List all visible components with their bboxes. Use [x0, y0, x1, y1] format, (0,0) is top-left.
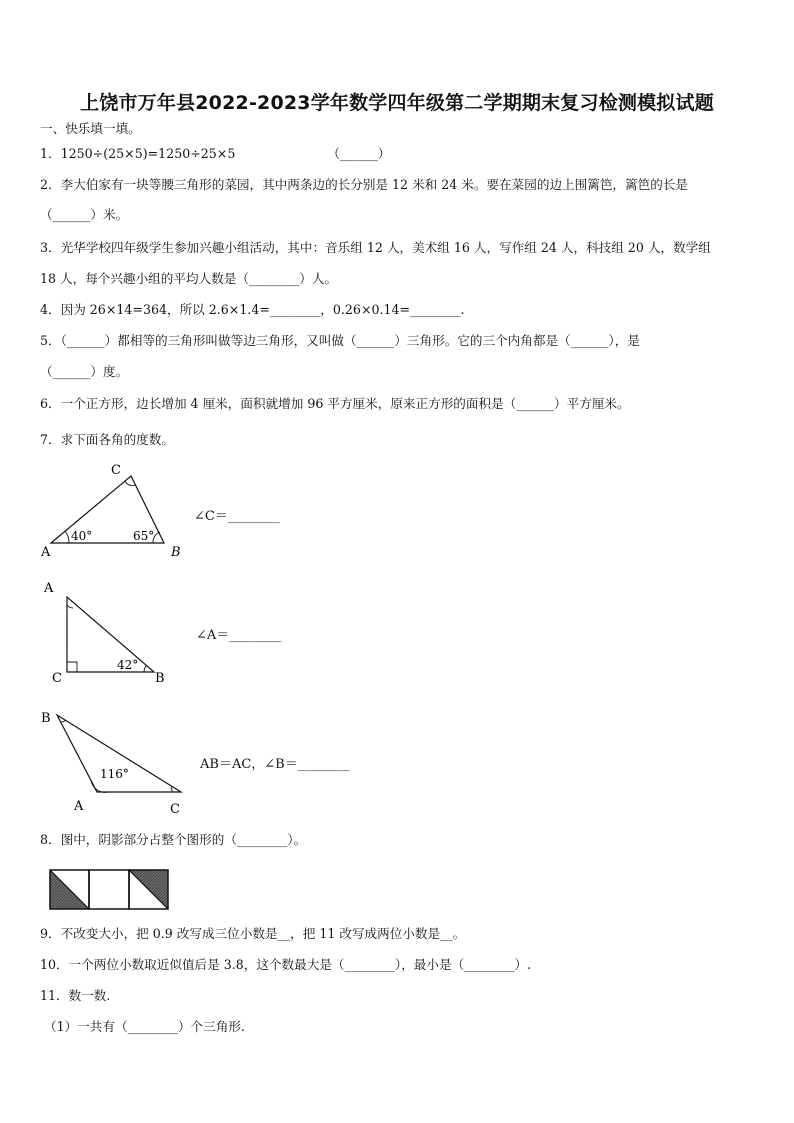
triangle-figure-3 — [36, 707, 196, 826]
shaded-squares-figure — [49, 869, 171, 915]
triangle-2-shape — [67, 597, 154, 672]
angle-c-answer[interactable]: ∠C＝________ — [194, 509, 280, 524]
page-title: 上饶市万年县2022-2023学年数学四年级第二学期期末复习检测模拟试题 — [80, 92, 714, 114]
section-heading: 一、快乐填一填。 — [40, 121, 141, 136]
question-8: 8．图中，阴影部分占整个图形的（________）。 — [40, 832, 307, 847]
angle-b-answer[interactable]: AB＝AC，∠B＝________ — [200, 757, 350, 772]
triangle-1-label-a: A — [41, 545, 51, 560]
triangle-3-angle-a: 116° — [100, 767, 129, 781]
triangle-2-right-angle — [67, 662, 77, 672]
question-1 — [40, 146, 390, 162]
triangle-1-label-b: B — [171, 545, 181, 560]
triangle-3-label-a: A — [74, 799, 84, 814]
angle-a-answer[interactable]: ∠A＝________ — [196, 628, 282, 643]
triangle-3-arc-a — [91, 780, 108, 792]
triangle-1-arc-a — [65, 531, 69, 543]
question-3-line-2: 18 人，每个兴趣小组的平均人数是（________）人。 — [40, 271, 338, 286]
question-5-line-1: 5．（______）都相等的三角形叫做等边三角形，又叫做（______）三角形。它的三个内角都是（______），是 — [40, 333, 640, 348]
triangle-1-angle-b: 65° — [133, 529, 155, 543]
question-6: 6．一个正方形，边长增加 4 厘米，面积就增加 96 平方厘米，原来正方形的面积是（______）平方厘米。 — [40, 396, 630, 411]
question-2-line-1: 2．李大伯家有一块等腰三角形的菜园，其中两条边的长分别是 12 米和 24 米。要在菜园的边上围篱笆，篱笆的长是 — [40, 177, 688, 192]
question-2-line-2: （______）米。 — [40, 207, 129, 222]
question-10: 10．一个两位小数取近似值后是 3.8，这个数最大是（________），最小是（________）. — [40, 957, 532, 972]
question-3-line-1: 3．光华学校四年级学生参加兴趣小组活动，其中：音乐组 12 人，美术组 16 人，写作组 24 人，科技组 20 人，数学组 — [40, 240, 711, 255]
triangle-3-label-b: B — [41, 711, 51, 726]
triangle-2-arc-a — [67, 605, 73, 608]
question-9: 9．不改变大小，把 0.9 改写成三位小数是__，把 11 改写成两位小数是__。 — [40, 926, 466, 941]
question-5-line-2: （______）度。 — [40, 364, 129, 379]
question-11: 11．数一数. — [40, 988, 111, 1003]
triangle-3-arc-b — [61, 720, 66, 722]
triangle-2-label-b: B — [155, 671, 165, 686]
question-4: 4．因为 26×14=364，所以 2.6×1.4=________，0.26×0.14=________. — [40, 302, 465, 317]
triangle-1-label-c: C — [111, 463, 121, 478]
triangle-2-angle-b: 42° — [117, 658, 139, 672]
triangle-figure-2 — [36, 575, 176, 694]
triangle-2-label-a: A — [44, 581, 54, 596]
square-2 — [89, 870, 129, 909]
triangle-3-label-c: C — [170, 802, 180, 817]
question-1-text: 1．1250÷(25×5)=1250÷25×5 — [40, 146, 236, 161]
triangle-2-label-c: C — [52, 671, 62, 686]
question-1-blank[interactable]: （______） — [327, 146, 391, 161]
triangle-2-arc-b — [144, 666, 146, 672]
triangle-3-arc-c — [171, 787, 172, 792]
triangle-1-angle-a: 40° — [71, 529, 93, 543]
question-7: 7．求下面各角的度数。 — [40, 432, 174, 447]
question-11-sub-1: （1）一共有（________）个三角形. — [44, 1019, 245, 1034]
triangle-figure-1 — [36, 458, 196, 564]
